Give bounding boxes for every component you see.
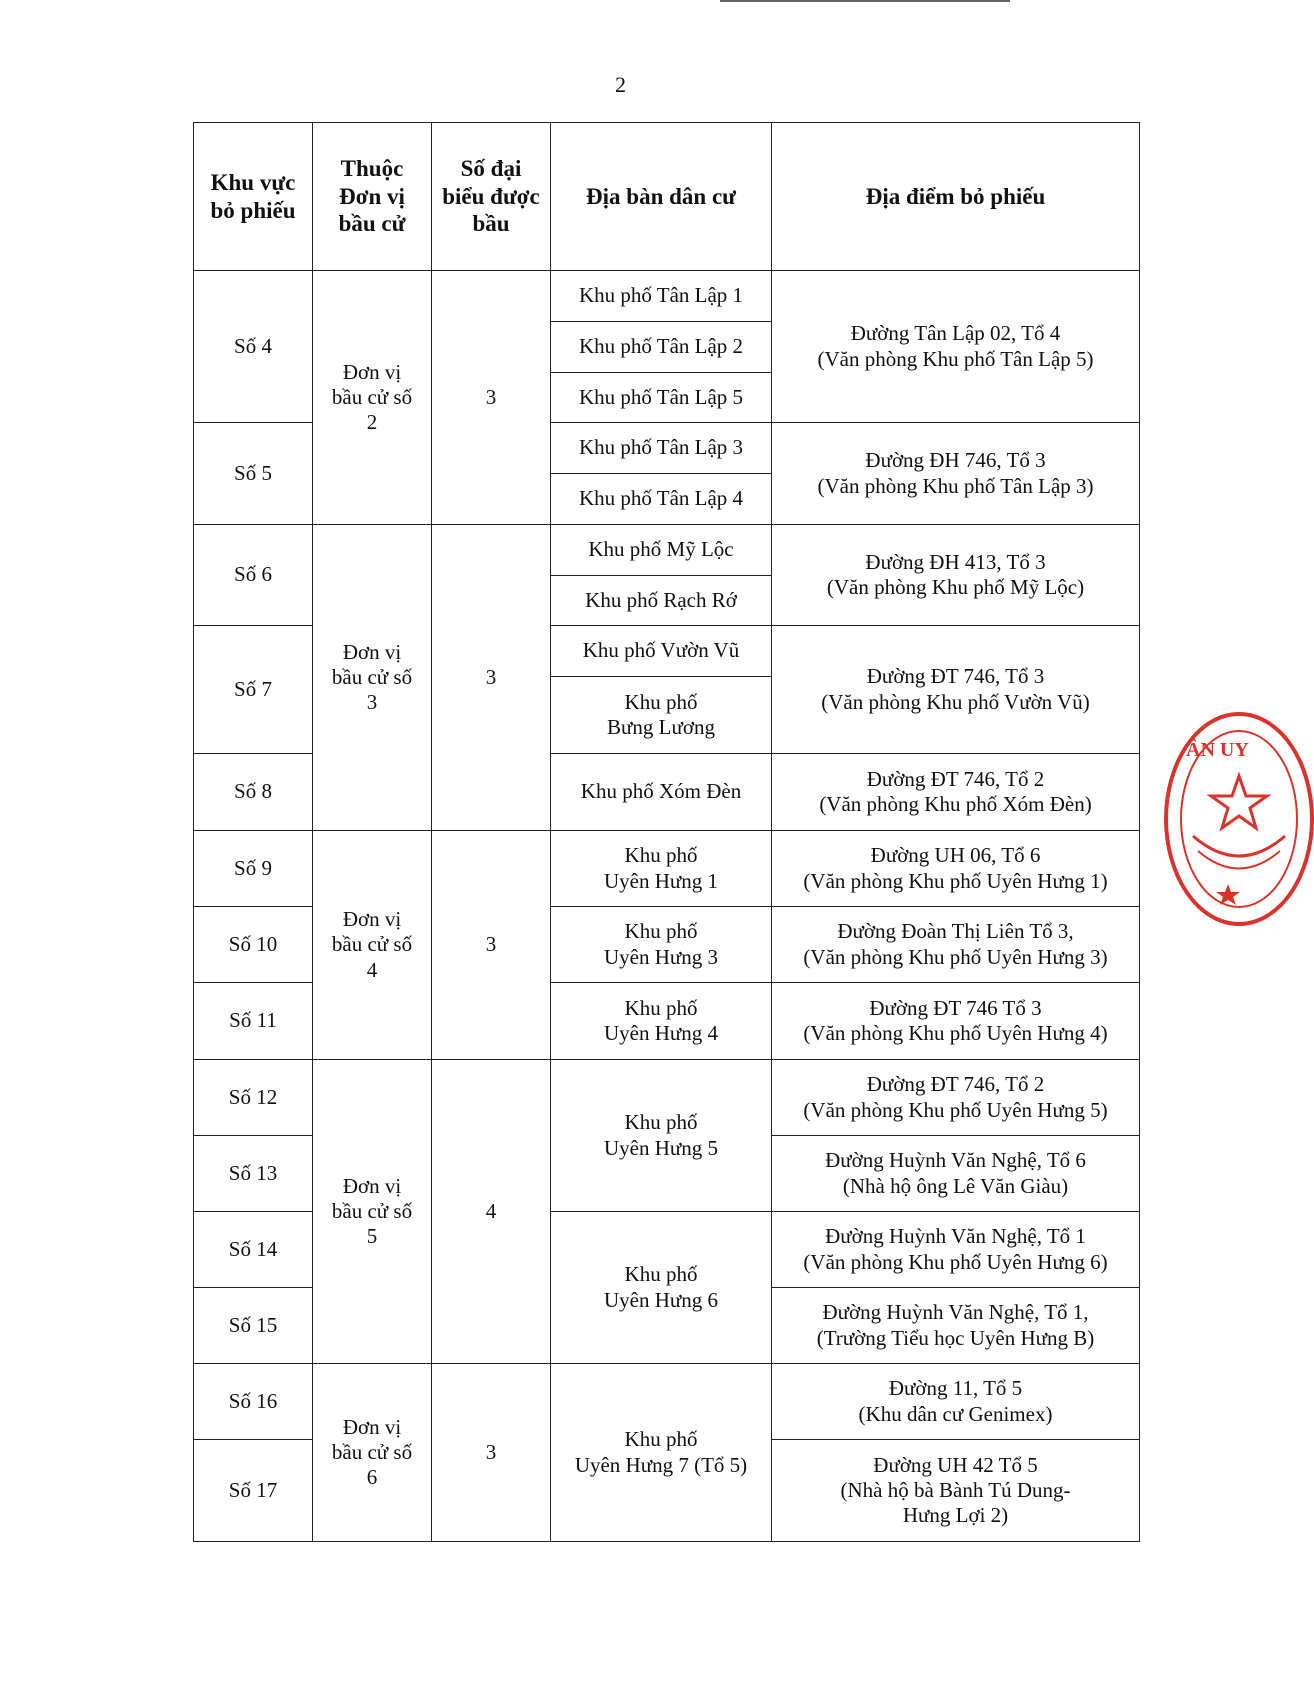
location-cell: Đường 11, Tổ 5 (Khu dân cư Genimex) xyxy=(772,1364,1140,1440)
area-cell: Số 5 xyxy=(194,423,313,525)
header-electoral-unit: Thuộc Đơn vị bầu cử xyxy=(313,123,432,271)
residential-cell: Khu phố Vườn Vũ xyxy=(551,626,772,677)
area-cell: Số 17 xyxy=(194,1440,313,1542)
area-cell: Số 6 xyxy=(194,525,313,626)
residential-cell: Khu phố Tân Lập 1 xyxy=(551,271,772,322)
area-cell: Số 7 xyxy=(194,626,313,754)
count-cell: 3 xyxy=(432,831,551,1060)
unit-cell: Đơn vị bầu cử số 6 xyxy=(313,1364,432,1542)
header-residential-area: Địa bàn dân cư xyxy=(551,123,772,271)
location-cell: Đường Tân Lập 02, Tổ 4 (Văn phòng Khu phố Tân Lập 5) xyxy=(772,271,1140,423)
location-cell: Đường UH 42 Tổ 5 (Nhà hộ bà Bành Tú Dung- Hưng Lợi 2) xyxy=(772,1440,1140,1542)
residential-cell: Khu phố Tân Lập 3 xyxy=(551,423,772,474)
table-row xyxy=(194,1364,1140,1440)
unit-cell: Đơn vị bầu cử số 5 xyxy=(313,1060,432,1364)
table-row xyxy=(194,271,1140,322)
residential-cell: Khu phố Bưng Lương xyxy=(551,677,772,754)
residential-cell: Khu phố Xóm Đèn xyxy=(551,754,772,831)
area-cell: Số 16 xyxy=(194,1364,313,1440)
table-row xyxy=(194,1060,1140,1136)
unit-cell: Đơn vị bầu cử số 2 xyxy=(313,271,432,525)
area-cell: Số 8 xyxy=(194,754,313,831)
residential-cell: Khu phố Uyên Hưng 7 (Tổ 5) xyxy=(551,1364,772,1542)
location-cell: Đường ĐT 746, Tổ 2 (Văn phòng Khu phố Uyên Hưng 5) xyxy=(772,1060,1140,1136)
count-cell: 3 xyxy=(432,1364,551,1542)
count-cell: 3 xyxy=(432,271,551,525)
location-cell: Đường Huỳnh Văn Nghệ, Tổ 6 (Nhà hộ ông Lê Văn Giàu) xyxy=(772,1136,1140,1212)
header-polling-area: Khu vực bỏ phiếu xyxy=(194,123,313,271)
page-number: 2 xyxy=(615,72,626,97)
area-cell: Số 13 xyxy=(194,1136,313,1212)
area-cell: Số 10 xyxy=(194,907,313,983)
location-cell: Đường ĐT 746 Tổ 3 (Văn phòng Khu phố Uyên Hưng 4) xyxy=(772,983,1140,1060)
residential-cell: Khu phố Tân Lập 5 xyxy=(551,373,772,423)
table-row xyxy=(194,525,1140,576)
residential-cell: Khu phố Uyên Hưng 6 xyxy=(551,1212,772,1364)
location-cell: Đường ĐT 746, Tổ 3 (Văn phòng Khu phố Vườn Vũ) xyxy=(772,626,1140,754)
polling-station-table xyxy=(193,122,1140,1542)
residential-cell: Khu phố Tân Lập 4 xyxy=(551,474,772,525)
header-polling-location: Địa điểm bỏ phiếu xyxy=(772,123,1140,271)
header-delegate-count: Số đại biểu được bầu xyxy=(432,123,551,271)
location-cell: Đường UH 06, Tổ 6 (Văn phòng Khu phố Uyên Hưng 1) xyxy=(772,831,1140,907)
location-cell: Đường ĐH 413, Tổ 3 (Văn phòng Khu phố Mỹ Lộc) xyxy=(772,525,1140,626)
scan-edge-line xyxy=(720,0,1010,2)
area-cell: Số 12 xyxy=(194,1060,313,1136)
location-cell: Đường Huỳnh Văn Nghệ, Tổ 1 (Văn phòng Khu phố Uyên Hưng 6) xyxy=(772,1212,1140,1288)
residential-cell: Khu phố Mỹ Lộc xyxy=(551,525,772,576)
unit-cell: Đơn vị bầu cử số 3 xyxy=(313,525,432,831)
location-cell: Đường Huỳnh Văn Nghệ, Tổ 1, (Trường Tiểu học Uyên Hưng B) xyxy=(772,1288,1140,1364)
area-cell: Số 4 xyxy=(194,271,313,423)
residential-cell: Khu phố Uyên Hưng 3 xyxy=(551,907,772,983)
unit-cell: Đơn vị bầu cử số 4 xyxy=(313,831,432,1060)
table-header-row xyxy=(194,123,1140,271)
area-cell: Số 14 xyxy=(194,1212,313,1288)
residential-cell: Khu phố Uyên Hưng 4 xyxy=(551,983,772,1060)
table-row xyxy=(194,831,1140,907)
location-cell: Đường ĐT 746, Tổ 2 (Văn phòng Khu phố Xóm Đèn) xyxy=(772,754,1140,831)
location-cell: Đường Đoàn Thị Liên Tổ 3, (Văn phòng Khu phố Uyên Hưng 3) xyxy=(772,907,1140,983)
official-seal-stamp xyxy=(1164,712,1314,926)
seal-emblem-icon xyxy=(1168,716,1310,922)
count-cell: 3 xyxy=(432,525,551,831)
residential-cell: Khu phố Uyên Hưng 1 xyxy=(551,831,772,907)
area-cell: Số 9 xyxy=(194,831,313,907)
residential-cell: Khu phố Tân Lập 2 xyxy=(551,322,772,373)
area-cell: Số 15 xyxy=(194,1288,313,1364)
residential-cell: Khu phố Rạch Rớ xyxy=(551,576,772,626)
area-cell: Số 11 xyxy=(194,983,313,1060)
location-cell: Đường ĐH 746, Tổ 3 (Văn phòng Khu phố Tân Lập 3) xyxy=(772,423,1140,525)
seal-text: ÂN UY xyxy=(1186,739,1249,761)
residential-cell: Khu phố Uyên Hưng 5 xyxy=(551,1060,772,1212)
count-cell: 4 xyxy=(432,1060,551,1364)
